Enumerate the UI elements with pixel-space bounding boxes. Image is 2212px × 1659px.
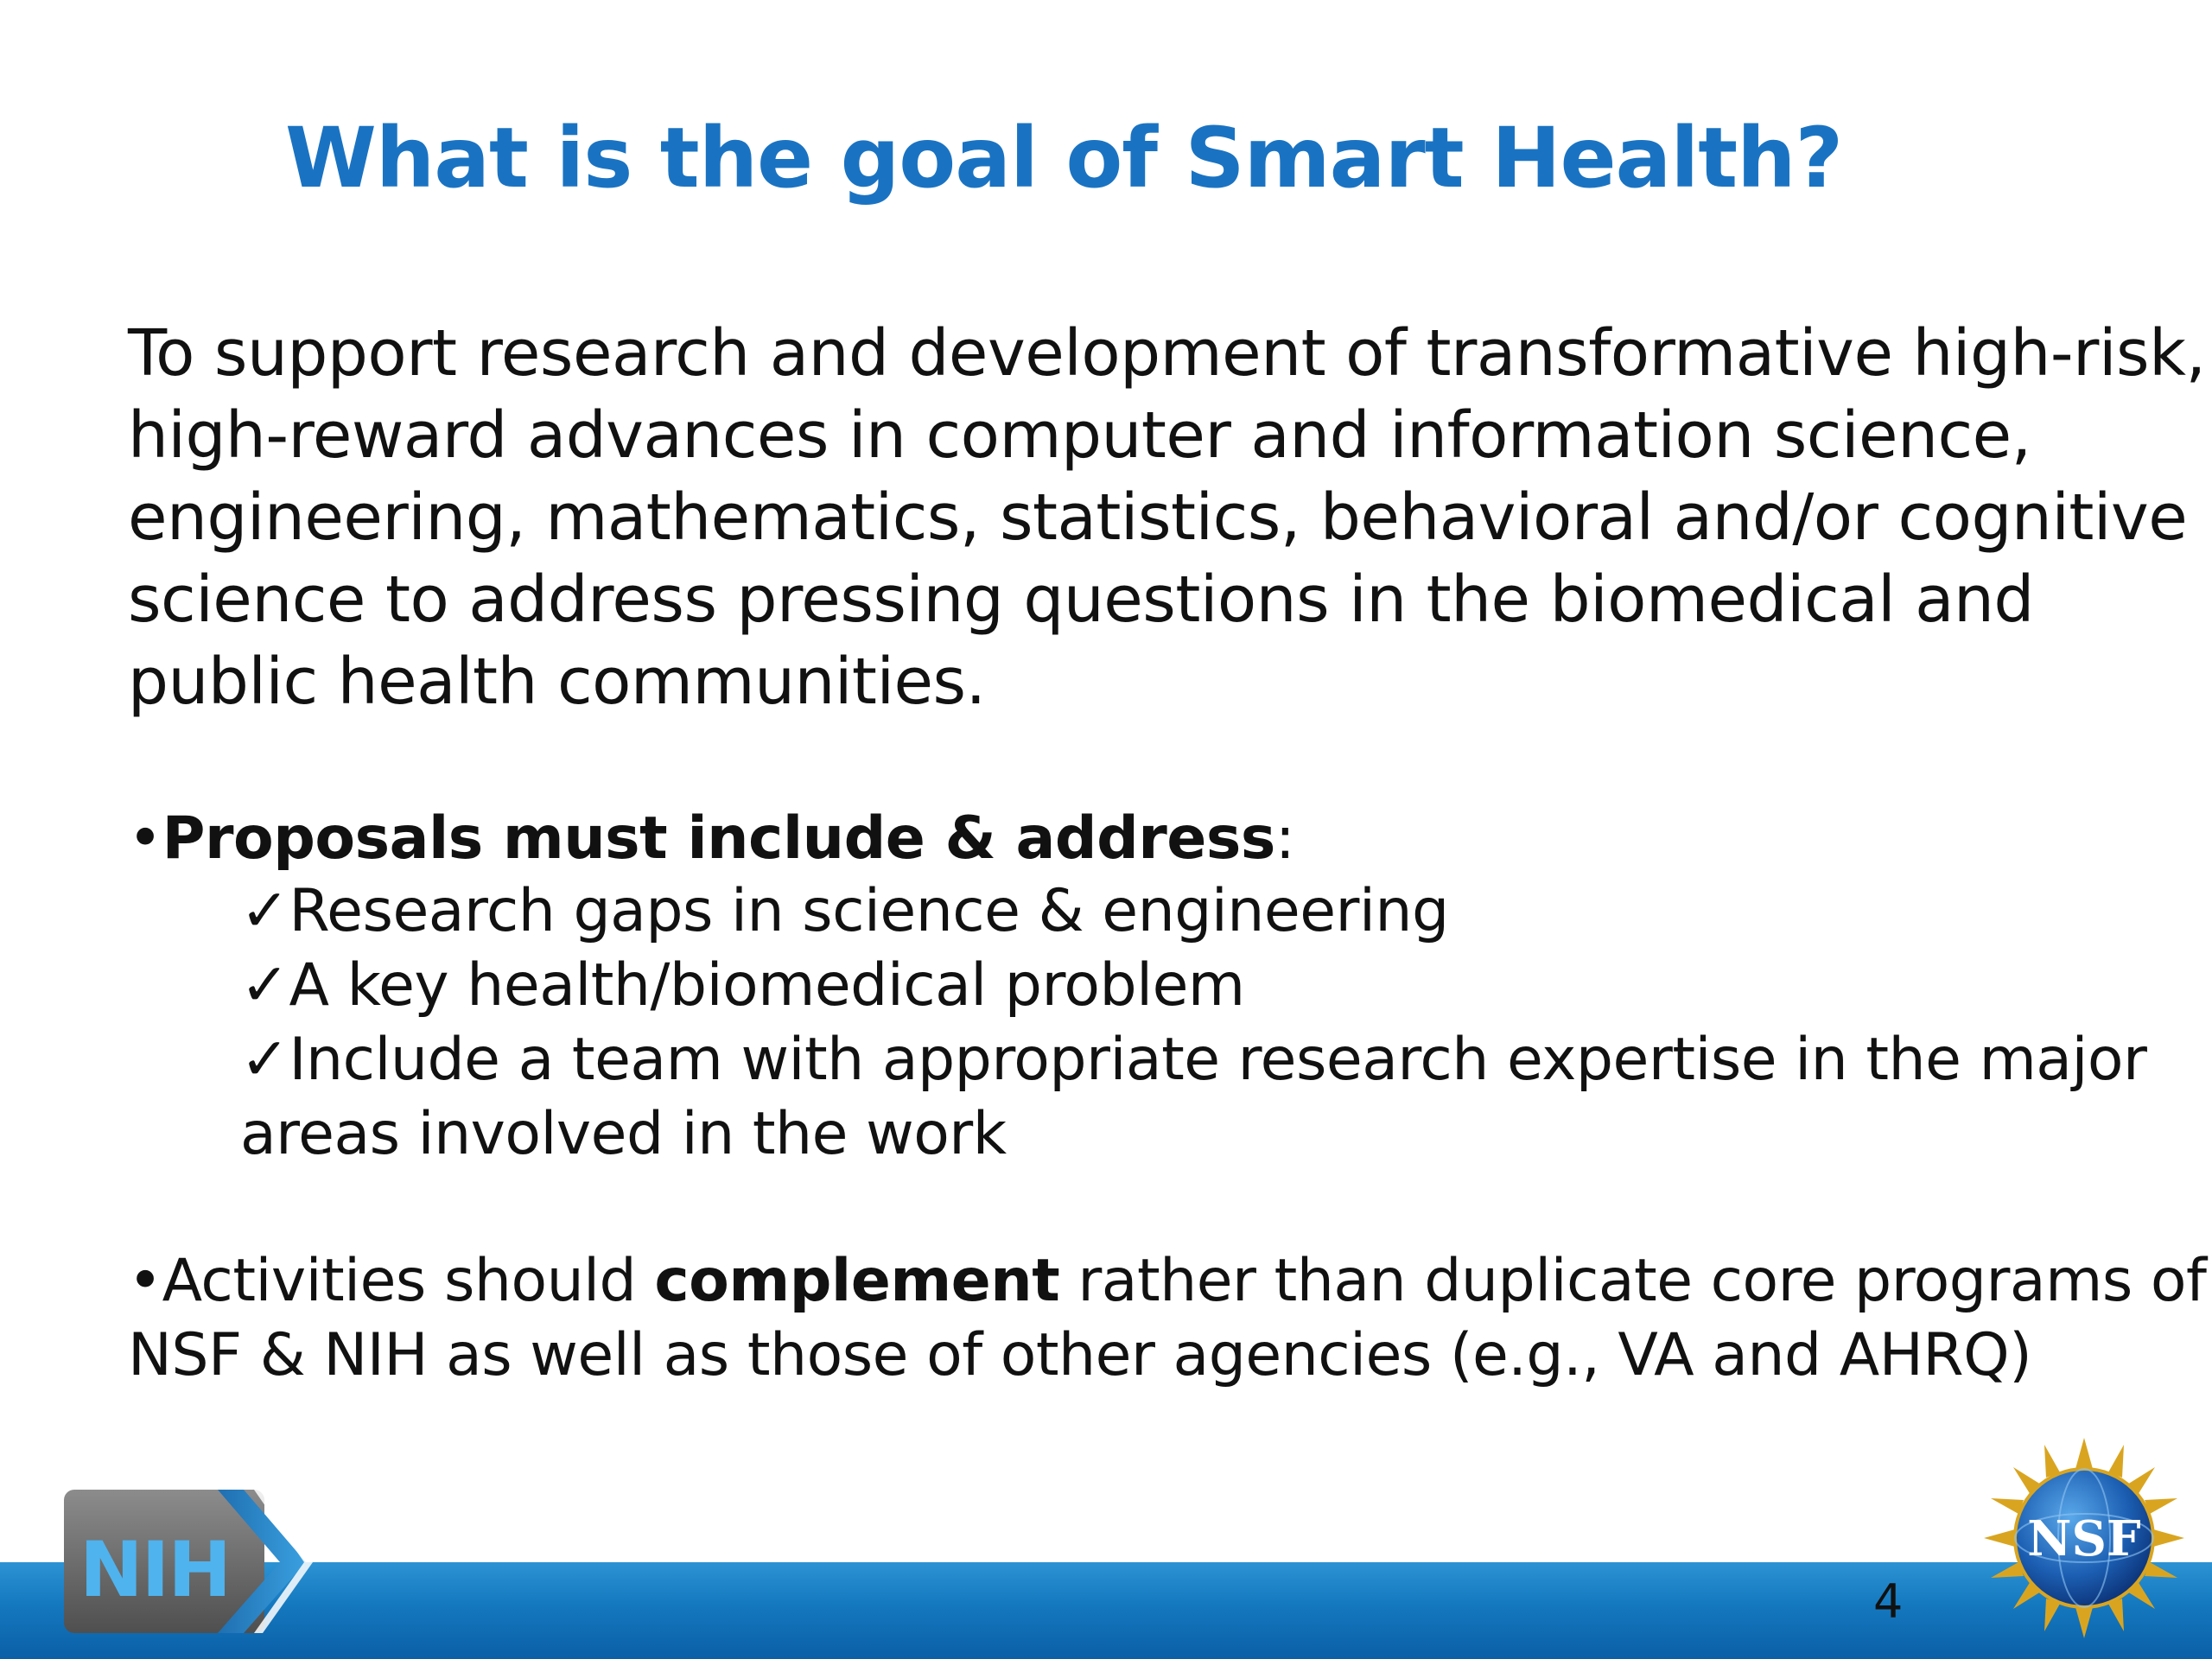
intro-paragraph (128, 313, 2206, 723)
intro-line: engineering, mathematics, statistics, behavioral and/or cognitive (128, 480, 2188, 555)
checklist-item (240, 949, 2146, 1023)
activities-bullet (128, 1244, 2206, 1393)
bullet-dot: • (128, 1247, 162, 1315)
page-number: 4 (1873, 1574, 1904, 1629)
activities-post: rather than duplicate core programs of (1059, 1247, 2207, 1315)
intro-line: high-reward advances in computer and information science, (128, 398, 2031, 473)
nsf-logo (1980, 1434, 2188, 1642)
bullet-dot: • (128, 804, 162, 873)
check-mark-icon: ✓ (240, 1026, 289, 1094)
nih-logo (62, 1488, 313, 1637)
activities-pre: Activities should (162, 1247, 655, 1315)
proposals-heading: Proposals must include & address (162, 804, 1275, 873)
activities-line-1 (128, 1244, 2206, 1319)
checklist-item-text: A key health/biomedical problem (289, 951, 1245, 1020)
checklist-item-continuation: areas involved in the work (240, 1100, 1007, 1168)
activities-line-2: NSF & NIH as well as those of other agencies (e.g., VA and AHRQ) (128, 1321, 2032, 1389)
intro-line: public health communities. (128, 645, 986, 719)
proposals-checklist (240, 874, 2146, 1172)
nih-logo-text: NIH (79, 1525, 231, 1614)
check-mark-icon: ✓ (240, 951, 289, 1020)
nsf-logo-text: NSF (2027, 1510, 2141, 1567)
checklist-item (240, 1023, 2146, 1172)
intro-line: To support research and development of transformative high-risk, (128, 316, 2206, 391)
slide-title: What is the goal of Smart Health? (285, 110, 1843, 207)
proposals-colon: : (1274, 804, 1295, 873)
intro-line: science to address pressing questions in the biomedical and (128, 563, 2034, 637)
proposals-bullet (128, 802, 1294, 876)
checklist-item (240, 874, 2146, 949)
check-mark-icon: ✓ (240, 877, 289, 945)
checklist-item-text: Research gaps in science & engineering (289, 877, 1449, 945)
checklist-item-text: Include a team with appropriate research expertise in the major (289, 1026, 2147, 1094)
activities-bold: complement (654, 1247, 1060, 1315)
